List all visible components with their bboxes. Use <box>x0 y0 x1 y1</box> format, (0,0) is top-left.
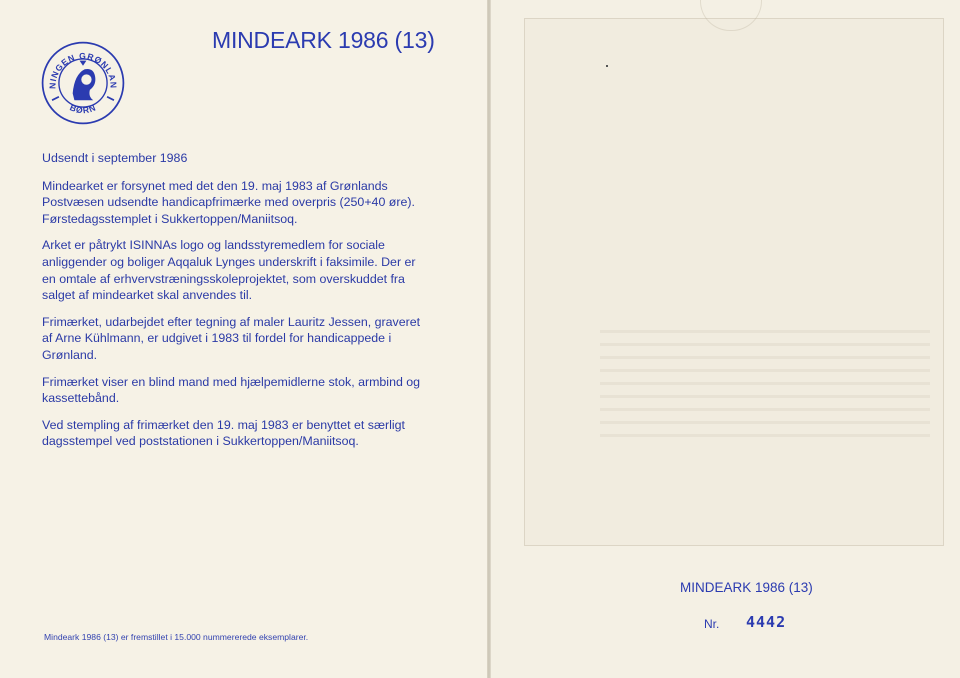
dispatch-date: Udsendt i september 1986 <box>42 151 188 165</box>
foreningen-seal-logo <box>40 40 126 126</box>
paragraph-stamp-design: Frimærket, udarbejdet efter tegning af maler Lauritz Jessen, graveret af Arne Kühlmann, er udgivet i 1983 til fordel for handicappede i Grønland. <box>42 314 421 362</box>
paragraph-stamp-info: Mindearket er forsynet med det den 19. maj 1983 af Grønlands Postvæsen udsendte handicapfrimærke med overpris (250+40 øre). Førstedagsstemplet i Sukkertoppen/Maniitsoq. <box>42 178 415 226</box>
paragraph-cancellation: Ved stempling af frimærket den 19. maj 1983 er benyttet et særligt dagsstempel ved poststationen i Sukkertoppen/Maniitsoq. <box>42 417 405 449</box>
show-through-sheet <box>524 18 944 546</box>
paragraph-stamp-motif: Frimærket viser en blind mand med hjælpemidlerne stok, armbind og kassettebånd. <box>42 374 421 406</box>
colophon: Mindeark 1986 (13) er fremstillet i 15.000 nummererede eksemplarer. <box>44 632 309 642</box>
left-page-title: MINDEARK 1986 (13) <box>212 27 435 53</box>
ink-dot <box>606 65 608 67</box>
svg-text:FORENINGEN GRØNLANDSKE: NINGEN GRØNLAN <box>47 50 119 90</box>
svg-text:BØRN: BØRN <box>68 102 98 116</box>
number-label: Nr. <box>704 617 720 631</box>
show-through-text <box>600 330 930 440</box>
paragraph-sheet-print: Arket er påtrykt ISINNAs logo og landsstyremedlem for sociale anliggender og boliger Aqqaluk Lynges underskrift i faksimile. Der er en omtale af erhvervstræningsskoleprojektet, som overskuddet fra salget af mindearket skal anvendes til. <box>42 238 416 303</box>
body-text <box>42 150 422 460</box>
page-fold <box>487 0 491 678</box>
serial-number: 4442 <box>746 613 787 631</box>
right-page-title: MINDEARK 1986 (13) <box>680 580 813 595</box>
